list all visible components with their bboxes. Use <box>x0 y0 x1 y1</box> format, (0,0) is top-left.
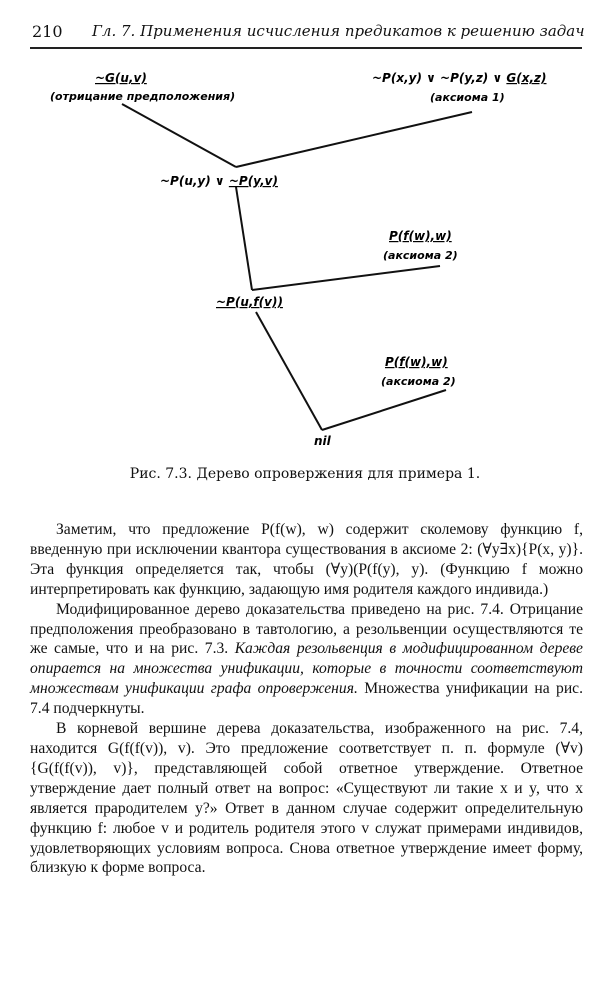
axiom2a-node: P(f(w),w) <box>389 229 452 243</box>
axiom2b-node: P(f(w),w) <box>385 355 448 369</box>
edge-res1 <box>236 187 252 290</box>
body-text <box>30 520 583 878</box>
refutation-tree <box>0 0 610 460</box>
resolvent2-node: ~P(u,f(v)) <box>216 295 283 309</box>
page-number: 210 <box>32 22 63 41</box>
figure-caption: Рис. 7.3. Дерево опровержения для примера 1. <box>129 466 481 482</box>
axiom2a-note: (аксиома 2) <box>383 249 458 262</box>
neg-goal-note: (отрицание предположения) <box>50 90 236 103</box>
edge-axiom2b <box>322 390 446 430</box>
paragraph-3: В корневой вершине дерева доказательства, изображенного на рис. 7.4, находится G(f(f(v)), v). Это предложение соответствует п. п. формуле (∀v){G(f(f(v)), v)}, представляющей собой ответное утверждение. Ответное утверждение дает полный ответ на вопрос: «Существуют ли такие x и y, что x является прародителем y?» Ответ в данном случае содержит определительную функцию f: любое v и родитель родителя этого v служат примерами индивидов, удовлетворяющих условиям вопроса. Снова ответное утверждение имеет форму, близкую к форме вопроса. <box>30 720 583 877</box>
paragraph-1: Заметим, что предложение P(f(w), w) содержит сколемову функцию f, введенную при исключении квантора существования в аксиоме 2: (∀y∃x){P(x, y)}. Эта функция определяется так, чтобы (∀y)(P(f(y), y). (Функцию f можно интерпретировать как функцию, задающую имя родителя каждого индивида.) <box>30 521 583 598</box>
nil-node: nil <box>314 434 331 448</box>
edge-neg-goal <box>122 104 236 167</box>
axiom1-note: (аксиома 1) <box>430 91 505 104</box>
axiom2b-note: (аксиома 2) <box>381 375 456 388</box>
axiom1-node: ~P(x,y) ∨ ~P(y,z) ∨ G(x,z) <box>372 71 547 85</box>
neg-goal-node: ~G(u,v) <box>95 71 147 85</box>
resolvent1-node: ~P(u,y) ∨ ~P(y,v) <box>160 174 278 188</box>
edge-res2 <box>256 312 322 430</box>
paragraph-2: Модифицированное дерево доказательства приведено на рис. 7.4. Отрицание предположения преобразовано в тавтологию, а резольвенции осуществляются те же самые, что и на рис. 7.3. Каждая резольвенция в модифицированном дереве опирается на множества унификации, которые в точности соответствуют множествам унификации графа опровержения. Множества унификации на рис. 7.4 подчеркнуты. <box>30 600 583 718</box>
running-header: Гл. 7. Применения исчисления предикатов к решению задач <box>92 22 585 40</box>
edge-axiom2a <box>252 266 440 290</box>
edge-axiom1 <box>236 112 472 167</box>
